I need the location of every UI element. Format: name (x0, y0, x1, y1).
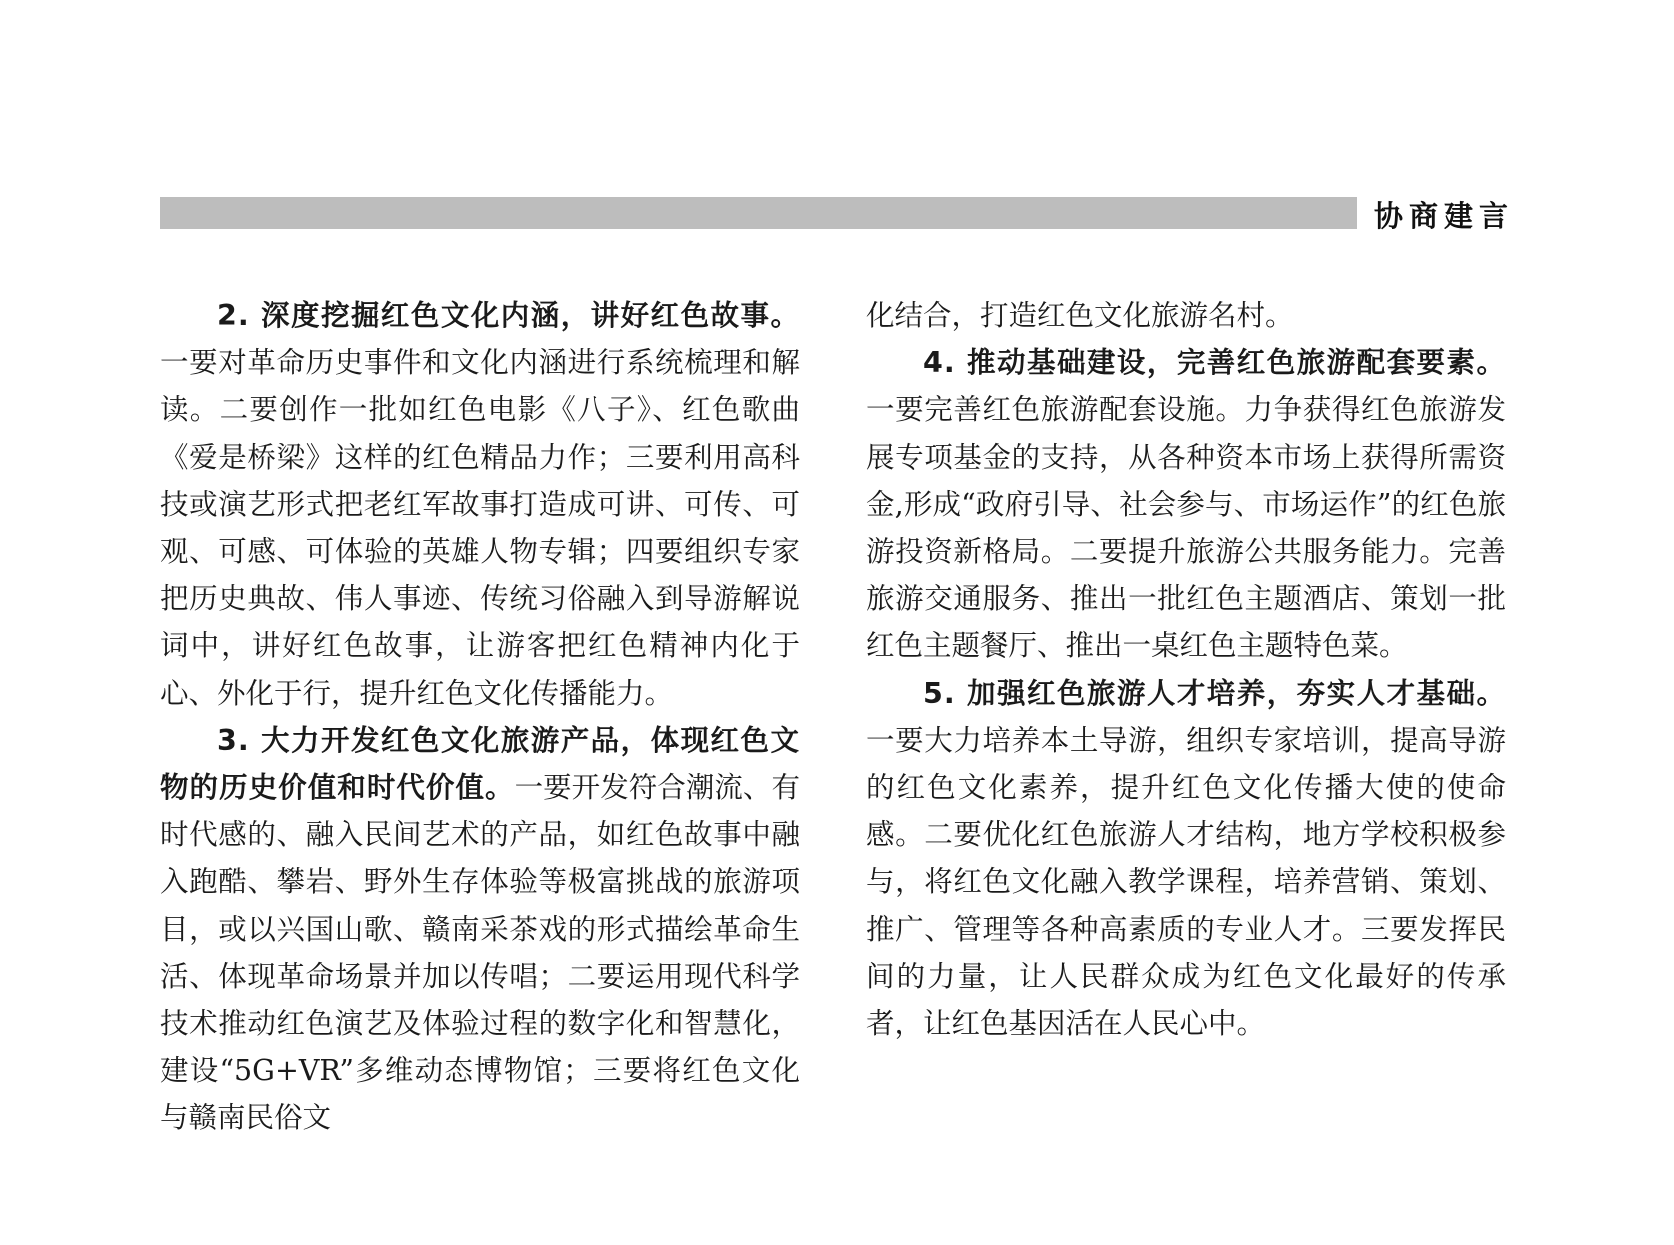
paragraph-5 (866, 670, 1506, 1048)
paragraph-2-heading: 2. 深度挖掘红色文化内涵，讲好红色故事。 (217, 299, 800, 332)
paragraph-4-body: 一要完善红色旅游配套设施。力争获得红色旅游发展专项基金的支持，从各种资本市场上获得所需资金,形成“政府引导、社会参与、市场运作”的红色旅游投资新格局。二要提升旅游公共服务能力。完善旅游交通服务、推出一批红色主题酒店、策划一批红色主题餐厅、推出一桌红色主题特色菜。 (866, 393, 1506, 663)
section-title: 协商建言 (1374, 199, 1515, 233)
paragraph-3-continued: 化结合，打造红色文化旅游名村。 (866, 299, 1294, 332)
paragraph-4-heading: 4. 推动基础建设，完善红色旅游配套要素。 (923, 346, 1506, 380)
header-rule (160, 197, 1357, 229)
paragraph-2-body: 一要对革命历史事件和文化内涵进行系统梳理和解读。二要创作一批如红色电影《八子》、红色歌曲《爱是桥梁》这样的红色精品力作；三要利用高科技或演艺形式把老红军故事打造成可讲、可传、可观、可感、可体验的英雄人物专辑；四要组织专家把历史典故、伟人事迹、传统习俗融入到导游解说词中，讲好红色故事，让游客把红色精神内化于心、外化于行，提升红色文化传播能力。 (160, 346, 800, 710)
paragraph-3-body: 一要开发符合潮流、有时代感的、融入民间艺术的产品，如红色故事中融入跑酷、攀岩、野外生存体验等极富挑战的旅游项目，或以兴国山歌、赣南采茶戏的形式描绘革命生活、体现革命场景并加以传唱；二要运用现代科学技术推动红色演艺及体验过程的数字化和智慧化，建设“5G+VR”多维动态博物馆；三要将红色文化与赣南民俗文 (160, 771, 800, 1135)
paragraph-2 (160, 292, 800, 717)
paragraph-4 (866, 339, 1506, 669)
paragraph-5-heading: 5. 加强红色旅游人才培养，夯实人才基础。 (923, 676, 1506, 710)
paragraph-5-body: 一要大力培养本土导游，组织专家培训，提高导游的红色文化素养，提升红色文化传播大使的使命感。二要优化红色旅游人才结构，地方学校积极参与，将红色文化融入教学课程，培养营销、策划、推广、管理等各种高素质的专业人才。三要发挥民间的力量，让人民群众成为红色文化最好的传承者，让红色基因活在人民心中。 (866, 723, 1506, 1041)
right-column (866, 292, 1506, 1047)
paragraph-3-heading: 3. 大力开发红色文化旅游产品，体现红色文物的历史价值和时代价值。 (160, 723, 800, 805)
left-column (160, 292, 800, 1142)
paragraph-3 (160, 717, 800, 1142)
